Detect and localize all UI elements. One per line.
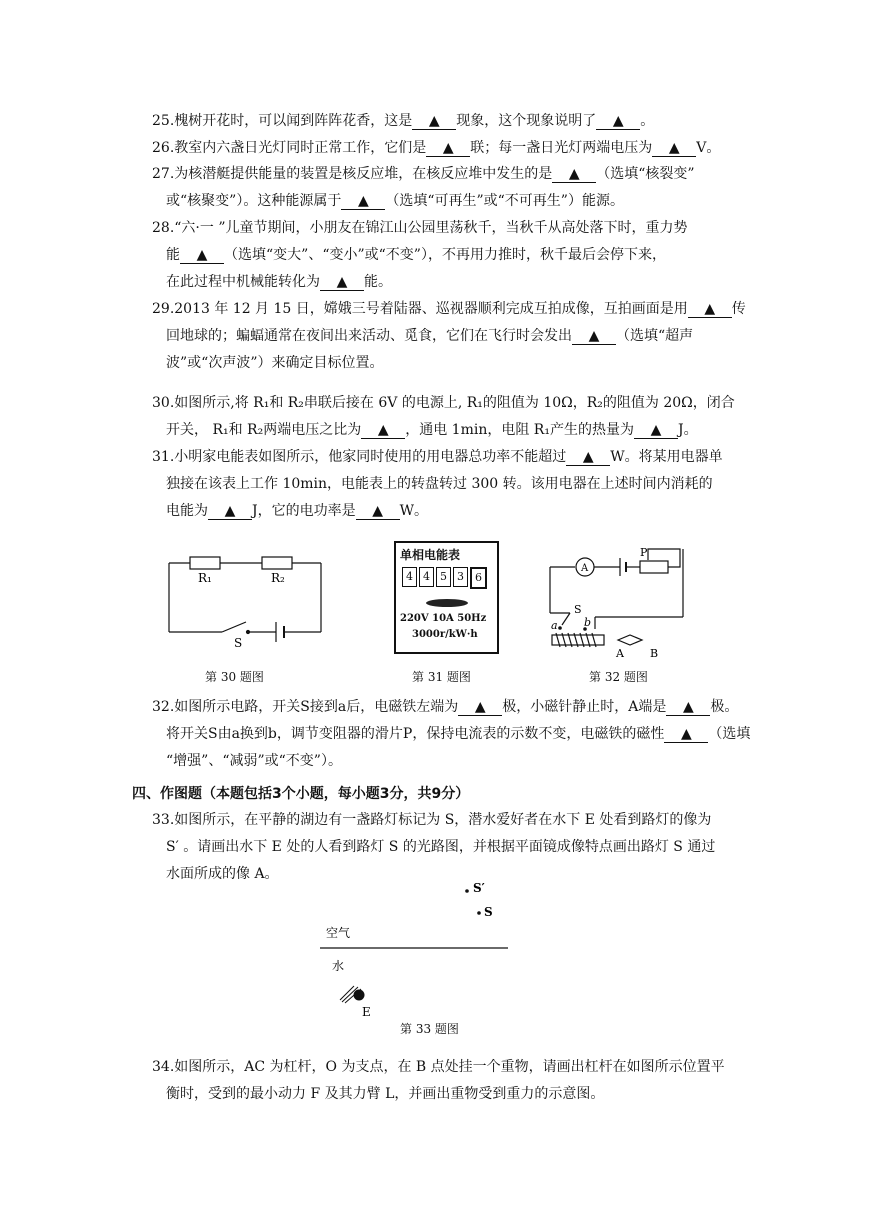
- answer-blank[interactable]: ▲: [356, 503, 400, 520]
- meter-title: 单相电能表: [400, 548, 461, 562]
- meter-counter: [402, 567, 487, 589]
- answer-blank[interactable]: ▲: [664, 726, 708, 743]
- answer-blank[interactable]: ▲: [208, 503, 252, 520]
- question-31: 31.小明家电能表如图所示，他家同时使用的用电器总功率不能超过 ▲ W。将某用电器单 独接在该表上工作 10min，电能表上的转盘转过 300 转。该用电器在上述时间内消耗的 电能为 ▲ J，它的电功率是 ▲ W。: [152, 449, 723, 519]
- answer-blank[interactable]: ▲: [652, 140, 696, 157]
- question-27: 27.为核潜艇提供能量的装置是核反应堆，在核反应堆中发生的是 ▲ （选填“核裂变” 或“核聚变”）。这种能源属于 ▲ （选填“可再生”或“不可再生”）能源。: [152, 166, 695, 209]
- question-25: 25.槐树开花时，可以闻到阵阵花香，这是 ▲ 现象，这个现象说明了 ▲ 。: [152, 113, 655, 129]
- label-ammeter: A: [581, 563, 589, 574]
- answer-blank[interactable]: ▲: [426, 140, 470, 157]
- label-s-prime: S′: [473, 881, 485, 895]
- question-32: 32.如图所示电路，开关S接到a后，电磁铁左端为 ▲ 极，小磁针静止时，A端是 ▲ 极。 将开关S由a换到b，调节变阻器的滑片P，保持电流表的示数不变，电磁铁的磁性 ▲ （选填 “增强”、“减弱”或“不变”）。: [152, 699, 751, 769]
- electromagnet-core: [552, 635, 604, 645]
- meter-digit-decimal: 6: [470, 567, 487, 589]
- figure-33-diagram: [312, 876, 522, 1021]
- question-30: 30.如图所示,将 R₁和 R₂串联后接在 6V 的电源上, R₁的阻值为 10Ω，R₂的阻值为 20Ω，闭合 开关， R₁和 R₂两端电压之比为 ▲ ，通电 1min，电阻 R₁产生的热量为 ▲ J。: [152, 395, 735, 438]
- figure-32-caption: 第 32 题图: [589, 670, 648, 684]
- answer-blank[interactable]: ▲: [320, 274, 364, 291]
- answer-blank[interactable]: ▲: [180, 247, 224, 264]
- answer-blank[interactable]: ▲: [666, 699, 710, 716]
- answer-blank[interactable]: ▲: [361, 422, 405, 439]
- question-33: 33.如图所示，在平静的湖边有一盏路灯标记为 S，潜水爱好者在水下 E 处看到路灯的像为 S′ 。请画出水下 E 处的人看到路灯 S 的光路图，并根据平面镜成像特点画出路灯 S 通过 水面所成的像 A。: [152, 812, 716, 882]
- question-29: 29.2013 年 12 月 15 日，嫦娥三号着陆器、巡视器顺利完成互拍成像，互拍画面是用 ▲ 传 回地球的；蝙蝠通常在夜间出来活动、觅食，它们在飞行时会发出 ▲ （选填“超声 波”或“次声波”）来确定目标位置。: [152, 301, 746, 371]
- label-s: S: [484, 905, 493, 919]
- answer-blank[interactable]: ▲: [634, 422, 678, 439]
- meter-digit: 5: [436, 567, 451, 587]
- label-a: a: [551, 619, 558, 632]
- answer-blank[interactable]: ▲: [412, 113, 456, 130]
- meter-digit: 3: [453, 567, 468, 587]
- label-water: 水: [332, 959, 345, 973]
- figure-32-circuit: [540, 543, 690, 661]
- section-4-heading: 四、作图题（本题包括3个小题，每小题3分，共9分）: [132, 786, 470, 802]
- label-r2: R₂: [271, 571, 285, 585]
- answer-blank[interactable]: ▲: [341, 193, 385, 210]
- answer-blank[interactable]: ▲: [566, 449, 610, 466]
- label-b: b: [584, 616, 592, 629]
- figure-31-meter: [394, 541, 499, 654]
- meter-digit: 4: [419, 567, 434, 587]
- figure-30-caption: 第 30 题图: [205, 670, 264, 684]
- question-34: 34.如图所示，AC 为杠杆，O 为支点，在 B 点处挂一个重物，请画出杠杆在如图所示位置平 衡时，受到的最小动力 F 及其力臂 L，并画出重物受到重力的示意图。: [152, 1059, 725, 1102]
- diver-eye-icon: [340, 986, 365, 1003]
- answer-blank[interactable]: ▲: [458, 699, 502, 716]
- switch-blade: [562, 613, 570, 625]
- answer-blank[interactable]: ▲: [552, 166, 596, 183]
- contact-a: [558, 626, 562, 630]
- point-s-prime: [465, 889, 469, 893]
- figure-30-circuit: [160, 548, 330, 648]
- meter-digit: 4: [402, 567, 417, 587]
- label-p: P: [640, 546, 648, 559]
- answer-blank[interactable]: ▲: [596, 113, 640, 130]
- label-switch: S: [574, 603, 582, 616]
- figure-33-caption: 第 33 题图: [400, 1022, 459, 1036]
- meter-spec-2: 3000r/kW·h: [412, 629, 478, 640]
- rheostat: [640, 561, 668, 573]
- resistor-r1: [190, 557, 220, 569]
- point-s: [477, 911, 481, 915]
- question-26: 26.教室内六盏日光灯同时正常工作，它们是 ▲ 联；每一盏日光灯两端电压为 ▲ V。: [152, 140, 721, 156]
- label-switch: S: [234, 636, 243, 648]
- label-r1: R₁: [198, 571, 212, 585]
- magnetic-needle: [618, 635, 642, 645]
- meter-disc: [426, 599, 468, 607]
- resistor-r2: [262, 557, 292, 569]
- question-28: 28.“六·一 ”儿童节期间，小朋友在锦江山公园里荡秋千，当秋千从高处落下时，重力势 能 ▲ （选填“变大”、“变小”或“不变”），不再用力推时，秋千最后会停下来， 在此过程中机械能转化为 ▲ 能。: [152, 220, 688, 290]
- meter-spec-1: 220V 10A 50Hz: [400, 613, 487, 624]
- label-needle-a: A: [616, 647, 624, 660]
- figure-31-caption: 第 31 题图: [412, 670, 471, 684]
- label-e: E: [362, 1005, 371, 1019]
- label-air: 空气: [326, 926, 351, 940]
- label-needle-b: B: [650, 647, 659, 660]
- switch-lever: [222, 622, 246, 632]
- answer-blank[interactable]: ▲: [572, 328, 616, 345]
- answer-blank[interactable]: ▲: [688, 301, 732, 318]
